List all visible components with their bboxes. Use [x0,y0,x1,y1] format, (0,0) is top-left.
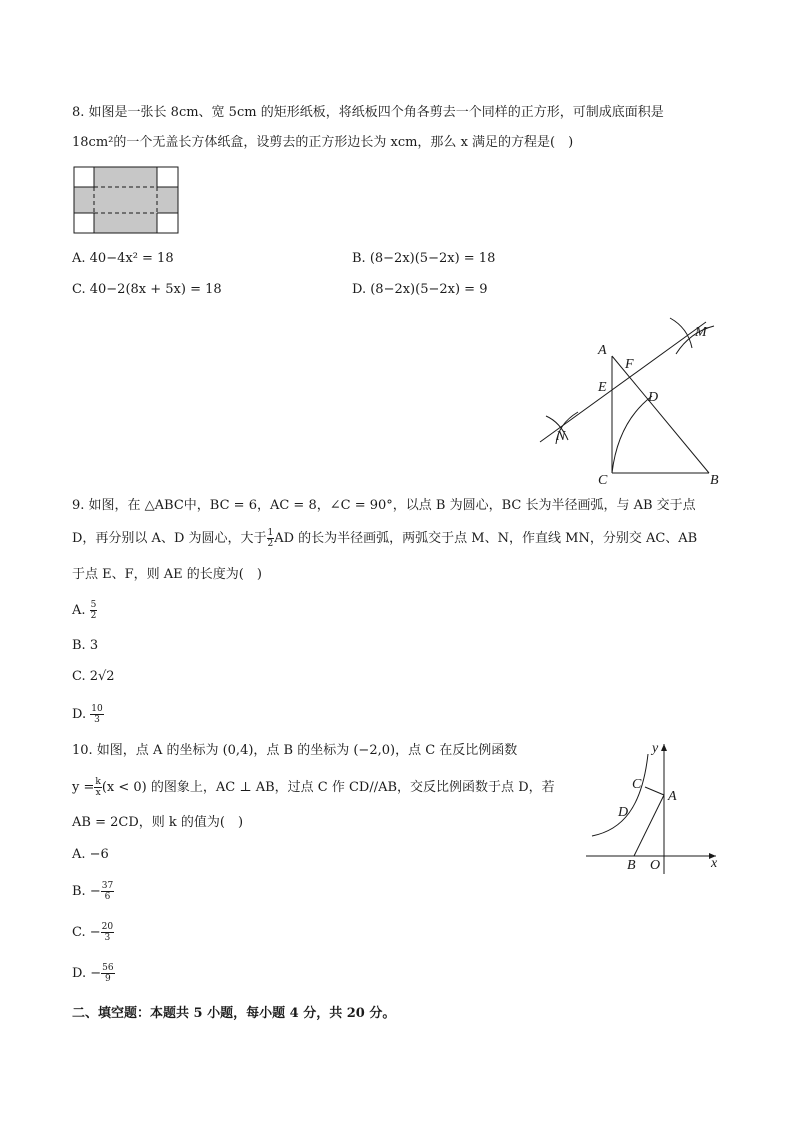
q9-option-a [72,600,97,621]
q10-label-d: D [618,805,629,820]
q10-option-c-frac [101,922,114,943]
q10-option-b-label: B. − [72,884,101,899]
q9-fraction-num: 1 [267,528,274,538]
q10-option-b-frac [101,881,114,902]
q10-line2-part-b: (x < 0) 的图象上，AC ⊥ AB，过点 C 作 CD//AB，交反比例函数于点 D，若 [101,780,555,795]
q9-option-a-num: 5 [90,600,97,610]
q9-line2-part-a: D，再分别以 A、D 为圆心，大于 [72,531,267,546]
q9-label-n: N [556,429,566,444]
q10-option-c-num: 20 [101,922,114,932]
q9-triangle-figure [530,312,730,490]
q10-label-c: C [632,777,642,792]
q8-option-d: D. (8−2x)(5−2x) = 9 [352,282,488,297]
q10-line3: AB = 2CD，则 k 的值为( ) [72,815,244,830]
q9-option-d-frac [90,704,103,725]
q8-line1: 8. 如图是一张长 8cm、宽 5cm 的矩形纸板，将纸板四个角各剪去一个同样的正方形，可制成底面积是 [72,105,664,120]
q8-paper-figure [73,166,179,234]
q9-label-m: M [695,325,707,340]
q9-label-a: A [598,343,607,358]
q10-fraction [94,777,101,798]
q9-option-a-frac [90,600,98,621]
q10-fraction-num: k [95,777,101,787]
q9-option-d-label: D. [72,707,87,722]
q10-label-x: x [711,856,718,871]
q9-label-f: F [625,357,634,372]
q10-label-o: O [650,858,661,873]
q10-coordinate-figure [582,738,724,876]
q9-label-c: C [598,473,608,488]
q10-option-d-label: D. − [72,966,102,981]
q9-option-d-num: 10 [91,704,103,714]
q9-line2 [72,528,697,549]
q10-option-c-label: C. − [72,925,101,940]
q10-label-a: A [668,789,677,804]
q10-option-b-num: 37 [101,881,114,891]
q10-line1: 10. 如图，点 A 的坐标为 (0,4)，点 B 的坐标为 (−2,0)，点 C 在反比例函数 [72,743,518,758]
q9-label-d: D [648,390,659,405]
q10-label-y: y [652,741,659,756]
q9-option-d-den: 3 [94,715,100,725]
q9-label-b: B [710,473,719,488]
q8-option-c: C. 40−2(8x + 5x) = 18 [72,282,222,297]
q8-option-a: A. 40−4x² = 18 [72,251,174,266]
q10-option-c-den: 3 [104,933,111,943]
q8-option-b: B. (8−2x)(5−2x) = 18 [352,251,496,266]
q9-line2-part-b: AD 的长为半径画弧，两弧交于点 M、N，作直线 MN，分别交 AC、AB [274,531,698,546]
q9-option-a-label: A. [72,603,86,618]
q9-fraction-den: 2 [267,539,274,549]
q10-option-d-num: 56 [102,963,114,973]
q10-line2 [72,777,555,798]
q10-option-b [72,881,114,902]
q10-label-b: B [627,858,636,873]
q10-option-c [72,922,114,943]
q9-line3: 于点 E、F，则 AE 的长度为( ) [72,567,262,582]
q9-label-e: E [598,380,607,395]
q8-line2: 18cm²的一个无盖长方体纸盒，设剪去的正方形边长为 xcm，那么 x 满足的方程是( ) [72,135,574,150]
q10-option-d-frac [101,963,114,984]
q9-option-a-den: 2 [90,611,97,621]
q9-option-d [72,704,104,725]
q10-option-a: A. −6 [72,847,109,862]
q9-line1: 9. 如图，在 △ABC中，BC = 6，AC = 8，∠C = 90°，以点 B 为圆心，BC 长为半径画弧，与 AB 交于点 [72,498,696,513]
section-2-heading: 二、填空题：本题共 5 小题，每小题 4 分，共 20 分。 [72,1006,396,1021]
q10-fraction-den: x [95,788,101,798]
q9-option-c: C. 2√2 [72,669,115,684]
q9-option-b: B. 3 [72,638,99,653]
q10-line2-part-a: y = [72,780,95,795]
q10-option-d-den: 9 [104,974,111,984]
q10-option-d [72,963,115,984]
q10-option-b-den: 6 [104,892,111,902]
